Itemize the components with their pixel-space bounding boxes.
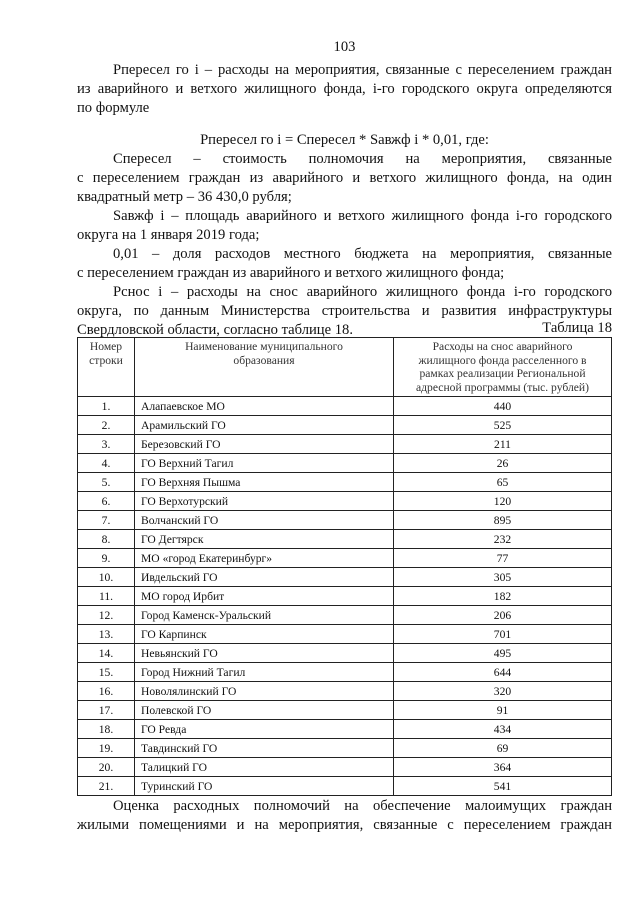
row-number: 10. — [78, 568, 135, 587]
expense-value: 364 — [394, 758, 612, 777]
table-label: Таблица 18 — [542, 320, 612, 336]
paragraph-line: по формуле — [77, 100, 150, 116]
municipality-name: Тавдинский ГО — [135, 739, 394, 758]
expense-value: 120 — [394, 492, 612, 511]
table-row — [78, 625, 612, 644]
paragraph-line: округа, по данным Министерства строительства и развития инфраструктуры — [77, 303, 612, 319]
row-number: 17. — [78, 701, 135, 720]
header-row-number: Номер строки — [78, 338, 135, 397]
expense-value: 701 — [394, 625, 612, 644]
expense-value: 320 — [394, 682, 612, 701]
table-row — [78, 549, 612, 568]
municipality-name: МО город Ирбит — [135, 587, 394, 606]
paragraph-line: с переселением граждан из аварийного и ветхого жилищного фонда; — [77, 265, 505, 281]
table-row — [78, 530, 612, 549]
table-row — [78, 397, 612, 416]
header-municipality: Наименование муниципального образования — [135, 338, 394, 397]
municipality-name: ГО Карпинск — [135, 625, 394, 644]
municipality-name: Новолялинский ГО — [135, 682, 394, 701]
municipality-name: Город Каменск-Уральский — [135, 606, 394, 625]
formula: Рпересел го i = Спересел * Sавжф i * 0,01, где: — [200, 132, 489, 148]
municipality-name: Волчанский ГО — [135, 511, 394, 530]
expense-value: 206 — [394, 606, 612, 625]
municipality-name: ГО Верхотурский — [135, 492, 394, 511]
table-row — [78, 587, 612, 606]
row-number: 11. — [78, 587, 135, 606]
municipality-name: Арамильский ГО — [135, 416, 394, 435]
row-number: 3. — [78, 435, 135, 454]
row-number: 20. — [78, 758, 135, 777]
municipality-name: Невьянский ГО — [135, 644, 394, 663]
expense-value: 440 — [394, 397, 612, 416]
paragraph-line: Рснос i – расходы на снос аварийного жилищного фонда i-го городского — [113, 284, 612, 300]
table-row — [78, 739, 612, 758]
municipality-name: Туринский ГО — [135, 777, 394, 796]
paragraph-line: 0,01 – доля расходов местного бюджета на мероприятия, связанные — [113, 246, 612, 262]
table-row — [78, 568, 612, 587]
expense-value: 232 — [394, 530, 612, 549]
paragraph-line: Sавжф i – площадь аварийного и ветхого жилищного фонда i-го городского — [113, 208, 612, 224]
row-number: 8. — [78, 530, 135, 549]
municipality-name: Полевской ГО — [135, 701, 394, 720]
expense-value: 91 — [394, 701, 612, 720]
table-row — [78, 758, 612, 777]
row-number: 21. — [78, 777, 135, 796]
municipality-name: ГО Дегтярск — [135, 530, 394, 549]
table-row — [78, 492, 612, 511]
expense-value: 644 — [394, 663, 612, 682]
row-number: 13. — [78, 625, 135, 644]
row-number: 9. — [78, 549, 135, 568]
paragraph-line: из аварийного и ветхого жилищного фонда, i-го городского округа определяются — [77, 81, 612, 97]
header-expenses: Расходы на снос аварийного жилищного фонда расселенного в рамках реализации Региональной адресной программы (тыс. рублей) — [394, 338, 612, 397]
table-row — [78, 777, 612, 796]
page-number: 103 — [333, 39, 356, 55]
municipality-name: Алапаевское МО — [135, 397, 394, 416]
expense-value: 65 — [394, 473, 612, 492]
row-number: 5. — [78, 473, 135, 492]
municipality-name: Город Нижний Тагил — [135, 663, 394, 682]
table-row — [78, 720, 612, 739]
municipality-name: Ивдельский ГО — [135, 568, 394, 587]
paragraph-line: жилыми помещениями и на мероприятия, связанные с переселением граждан — [77, 817, 612, 833]
expense-value: 182 — [394, 587, 612, 606]
municipality-name: МО «город Екатеринбург» — [135, 549, 394, 568]
expense-value: 895 — [394, 511, 612, 530]
row-number: 4. — [78, 454, 135, 473]
data-table — [77, 337, 612, 796]
row-number: 1. — [78, 397, 135, 416]
paragraph-line: квадратный метр – 36 430,0 рубля; — [77, 189, 292, 205]
expense-value: 434 — [394, 720, 612, 739]
row-number: 19. — [78, 739, 135, 758]
expense-value: 77 — [394, 549, 612, 568]
expense-value: 495 — [394, 644, 612, 663]
municipality-name: ГО Верхний Тагил — [135, 454, 394, 473]
expense-value: 525 — [394, 416, 612, 435]
table-row — [78, 454, 612, 473]
table-row — [78, 606, 612, 625]
expense-value: 211 — [394, 435, 612, 454]
paragraph-line: округа на 1 января 2019 года; — [77, 227, 260, 243]
paragraph-line: Оценка расходных полномочий на обеспечение малоимущих граждан — [113, 798, 612, 814]
paragraph-line: Свердловской области, согласно таблице 18. — [77, 322, 353, 338]
row-number: 12. — [78, 606, 135, 625]
expense-value: 305 — [394, 568, 612, 587]
row-number: 18. — [78, 720, 135, 739]
expense-value: 541 — [394, 777, 612, 796]
row-number: 2. — [78, 416, 135, 435]
row-number: 7. — [78, 511, 135, 530]
row-number: 6. — [78, 492, 135, 511]
row-number: 15. — [78, 663, 135, 682]
municipality-name: Талицкий ГО — [135, 758, 394, 777]
table-row — [78, 435, 612, 454]
table-row — [78, 663, 612, 682]
paragraph-line: Спересел – стоимость полномочия на мероприятия, связанные — [113, 151, 612, 167]
municipality-name: ГО Ревда — [135, 720, 394, 739]
row-number: 16. — [78, 682, 135, 701]
table-row — [78, 682, 612, 701]
paragraph-line: с переселением граждан из аварийного и ветхого жилищного фонда, на один — [77, 170, 612, 186]
municipality-name: ГО Верхняя Пышма — [135, 473, 394, 492]
table-row — [78, 701, 612, 720]
paragraph-line: Рпересел го i – расходы на мероприятия, связанные с переселением граждан — [113, 62, 612, 78]
table-row — [78, 511, 612, 530]
table-header-row — [78, 338, 612, 397]
expense-value: 26 — [394, 454, 612, 473]
table-row — [78, 416, 612, 435]
expense-value: 69 — [394, 739, 612, 758]
row-number: 14. — [78, 644, 135, 663]
table-row — [78, 644, 612, 663]
table-row — [78, 473, 612, 492]
municipality-name: Березовский ГО — [135, 435, 394, 454]
